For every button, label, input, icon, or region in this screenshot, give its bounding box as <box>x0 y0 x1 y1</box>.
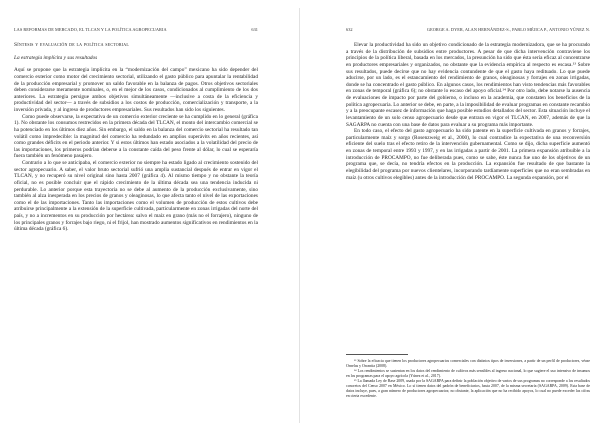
running-title-right: GEORGE A. DYER, ALAN HERNÁNDEZ-S., PABLO MÉJICA P., ANTONIO YÚNEZ N. <box>426 27 590 32</box>
right-page <box>300 0 600 431</box>
footnote: ¹⁴ Los rendimientos se sustentan en los datos del rendimiento de cultivos más sensibles al ingreso nacional, lo que sugiere el uso intensivo de insumos en los programas para el apoyo agrícola (Yúnez et al., 2017). <box>346 368 590 378</box>
page-number-left: 631 <box>251 27 258 32</box>
page-number-right: 632 <box>346 27 353 32</box>
footnote: ¹⁵ La llamada Ley de Base 2009, usada por la SAGARPA para definir la población objetivo de varios de sus programas no corresponde a los resultados concretos del Censo 2007 en México. Lo sí tienen datos del padrón de beneficiarios, hasta 2007, de la misma secretaría (SAGARPA, 2009). Esta base de datos incluye, pues, a gran número de productores agropecuarios; no obstante, la aplicación que no ha recibido apoyos, lo cual no puede exceder las cifras en cierta excedente. <box>346 378 590 398</box>
paragraph: Elevar la productividad ha sido un objetivo condicionado de la estrategia modernizadora, que se ha procurado a través de la distribución de subsidios entre productores. A pesar de que dicha intervención contraviene los principios de la política liberal, basada en los mercados, la presunción ha sido que ésta sería eficaz al concentrarse en productores empresariales y organizados, no obstante que la evidencia empírica al respecto es escasa.¹³ Sobre sus resultados, puede decirse que no hay evidencia contundente de que el gasto haya redituado. Lo que puede aducirse, por un lado, es el estancamiento del rendimiento de granos, oleaginosas y forrajes en zonas irrigadas, donde se ha concentrado el gasto público. En algunos casos, los rendimientos han visto tendencias más favorables en zonas de temporal (gráfica 6); no obstante lo escaso del apoyo oficial.¹⁴ Por otro lado, debe notarse la ausencia de evaluaciones de impacto por parte del gobierno, o incluso en la academia, que constaten los beneficios de la política agropecuaria. Lo anterior se debe, en parte, a la imposibilidad de evaluar programas en constante recambio y a la preocupante escasez de información que haga posible estudios detallados del sector. Esta situación incluye el levantamiento de un solo censo agropecuario desde que entrara en vigor el TLCAN, en 2007, además de que la SAGARPA no cuenta con una base de datos para evaluar a su programa más importante. <box>346 42 590 128</box>
running-title-left: LAS REFORMAS DE MERCADO, EL TLCAN Y LA POLÍTICA AGROPECUARIA <box>14 27 167 32</box>
footnote: ¹³ Sobre la eficacia que tienen los productores agropecuarios comerciales con distintos tipos de inversiones, a partir de un perfil de productores, véase Ornelas y Orrantia (2008). <box>346 358 590 368</box>
paragraph: Como puede observarse, la expectativa de un comercio exterior creciente se ha cumplido en lo general (gráfica 1). No obstante los consumos restrecidos en la primera década del TLCAN, el monto del intercambio comercial se ha potenciado en los últimos diez años. Sin embargo, el saldo en la balanza del comercio sectorial ha resultado tan volátil como impredecible: la magnitud del comercio ha redundado en amplios superávits en años recientes, así como grandes déficits en el periodo anterior. Y si estos últimos han estado asociados a la volatilidad del precio de las importaciones, los primeros podrían deberse a la constante caída del peso frente al dólar, lo cual se esperaría fuera también un fenómeno pasajero. <box>14 113 258 160</box>
section-title: Síntesis y evaluación de la política sectorial <box>14 42 129 48</box>
subsection-title: La estrategia implícita y sus resultados <box>14 54 98 61</box>
left-page-body <box>14 42 258 233</box>
footnote-rule <box>346 354 408 355</box>
right-page-body <box>346 42 590 181</box>
paragraph: En todo caso, el efecto del gasto agropecuario ha sido patente en la superficie cultivada en granos y forrajes, particularmente maíz y sorgo (Rosenzweig et al., 2000), lo cual contradice la expectativa de una reconversión eficiente del suelo tras el efecto retiro de la intervención gubernamental. Como se dijo, dicha superficie aumentó en zonas de temporal entre 1993 y 1997, y en las irrigadas a partir de 2001. La primera expansión atribuible a la introducción de PROCAMPO, no fue deliberada pues, como se sabe, éste nunca fue uno de los objetivos de un programa que, se decía, no tendría efectos en la producción. La expansión fue resultado de que bastante la elegibilidad del programa por nuevos clientelares, incorporando tardíamente superficies que no eran sembradas en maíz (u otros cultivos elegibles) antes de la introducción del PROCAMPO. La segunda expansión, por el <box>346 128 590 181</box>
paragraph: Contrario a lo que se anticipaba, el comercio exterior no siempre ha estado ligado al crecimiento sostenido del sector agropecuario. A saber, el valor bruto sectorial sufrió una amplia sustancial después de entrar en vigor el TLCAN, y no recuperó su nivel original sino hasta 2007 (gráfica 4). Al mismo tiempo y no obstante la teoría oficial, no es posible concluir que el rápido crecimiento de la última década sea una tendencia inducida ni perdurable. Lo anterior porque esta trayectoria no se debe al aumento de la producción exclusivamente, sino también al alza inesperada en los precios de granos y oleaginosas, lo que afecta tanto el nivel de las exportaciones como el de las importaciones. Tanto las importaciones como el volumen de producción de estos cultivos debe atribuirse principalmente a la extensión de la superficie cultivada, particularmente en zonas irrigadas del norte del país, y no a incrementos en su producción por hectárea: salvo el maíz en grano (más no el forrajero), ninguno de los principales granos y forrajes bajo riego, ni el frijol, han mostrado aumentos significativos en rendimientos en la última década (gráfica 6). <box>14 160 258 233</box>
footnotes <box>346 354 590 399</box>
paragraph: Aquí se propone que la estrategia implícita en la “modernización del campo” mexicano ha sido depender del comercio exterior como motor del crecimiento sectorial, utilizando el gasto público para apuntalar la rentabilidad de la producción empresarial y promover un saldo favorable en la balanza de pagos. Otros objetivos sectoriales deben considerarse meramente nominales, o, en el mejor de los casos, condicionados al cumplimiento de los dos anteriores. La estrategia persigue ambos objetivos simultáneamente —inclusive a costa de la eficiencia y productividad del sector— a través de subsidios a los costos de producción, comercialización y transporte, a la inversión privada, y al ingreso de productores empresariales. Sus resultados han sido los siguientes. <box>14 67 258 113</box>
